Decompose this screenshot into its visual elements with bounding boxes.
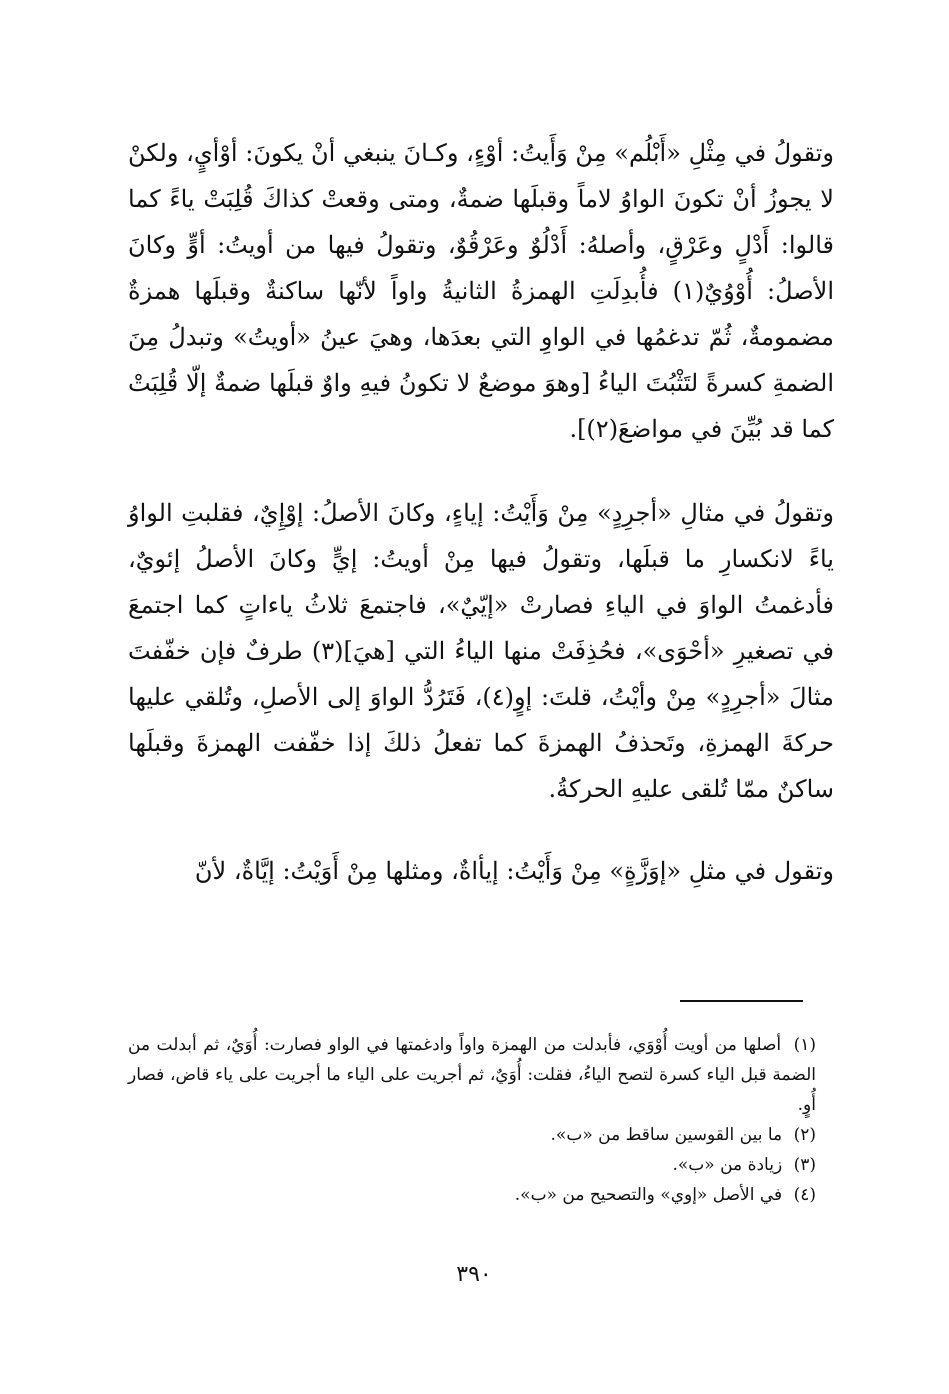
footnote-divider: [680, 1000, 803, 1002]
footnote: [128, 1180, 816, 1210]
footnote-text: في الأصل «إوي» والتصحيح من «ب».: [514, 1185, 783, 1205]
footnote-text: زيادة من «ب».: [672, 1155, 783, 1175]
footnote-text: ما بين القوسين ساقط من «ب».: [550, 1125, 783, 1145]
footnote: [128, 1030, 816, 1120]
footnote-number: (٣): [793, 1155, 816, 1175]
paragraph-1: [128, 130, 834, 452]
page-number: ٣٩٠: [456, 1262, 492, 1287]
footnote-text: أصلها من أويت أُوْوَي، فأبدلت من الهمزة واواً وادغمتها في الواو فصارت: أُوَيٌ، ثم أبدلت من الضمة قبل الياء كسرة لتصح الياءُ، فقلت: أُوَيٌ، ثم أجريت على الياء ما أجريت على ياء قاض، فصار أُوٍ.: [128, 1035, 816, 1115]
footnote-number: (١): [793, 1035, 816, 1055]
paragraph-text: وتقول في مثلِ «إوَزَّةٍ» مِنْ وَأَيْتُ: إيأاةٌ، ومثلها مِنْ أَوَيْتُ: إيَّاةٌ، لأنّ: [194, 857, 834, 885]
footnote-number: (٤): [793, 1185, 816, 1205]
footnote-number: (٢): [793, 1125, 816, 1145]
footnote: [128, 1150, 816, 1180]
footnotes: [128, 1030, 816, 1210]
paragraph-text: وتقولُ في مثالِ «أجرِدٍ» مِنْ وَأَيْتُ: إياءٍ، وكانَ الأصلُ: إوْإِيٌ، فقلبتِ الواوُ ياءً لانكسارِ ما قبلَها، وتقولُ فيها مِنْ أويتُ: إيٍّ وكانَ الأصلُ إئويٌ، فأدغمتُ الواوَ في الياءِ فصارتْ «إيّيٌ»، فاجتمعَ ثلاثُ ياءاتٍ كما اجتمعَ في تصغيرِ «أحْوَى»، فحُذِفَتْ منها الياءُ التي [هيَ](٣) طرفٌ فإن خفّفتَ مثالَ «أجرِدٍ» مِنْ وأيْتُ، قلتَ: إوٍ(٤)، فَتَرُدُّ الواوَ إلى الأصلِ، وتُلقي عليها حركةَ الهمزةِ، وتَحذفُ الهمزةَ كما تفعلُ ذلكَ إذا خفّفت الهمزةَ وقبلَها ساكنٌ ممّا تُلقى عليهِ الحركةُ.: [128, 499, 834, 803]
footnote: [128, 1120, 816, 1150]
paragraph-text: وتقولُ في مِثْلِ «أَبْلُم» مِنْ وَأَيتُ: أوْءٍ، وكـانَ ينبغي أنْ يكونَ: أوْأيٍ، ولكنْ لا يجوزُ أنْ تكونَ الواوُ لاماً وقبلَها ضمةٌ، ومتى وقعتْ كذاكَ قُلِبَتْ ياءً كما قالوا: أَدْلٍ وعَرْقٍ، وأصلهُ: أَدْلُوٌ وعَرْقُوٌ، وتقولُ فيها من أويتُ: أوٍّ وكانَ الأصلُ: أُوْوُيٌ(١) فأُبدِلَتِ الهمزةُ الثانيةُ واواً لأنّها ساكنةٌ وقبلَها همزةٌ مضمومةٌ، ثُمّ تدغمُها في الواوِ التي بعدَها، وهيَ عينُ «أويتُ» وتبدلُ مِنَ الضمةِ كسرةً لتَثْبُتَ الياءُ [وهوَ موضعٌ لا تكونُ فيهِ واوٌ قبلَها ضمةٌ إلّا قُلِبَتْ كما قد بُيِّنَ في مواضعَ(٢)].: [128, 139, 835, 443]
paragraph-2: [128, 490, 834, 812]
paragraph-3: [128, 848, 834, 894]
